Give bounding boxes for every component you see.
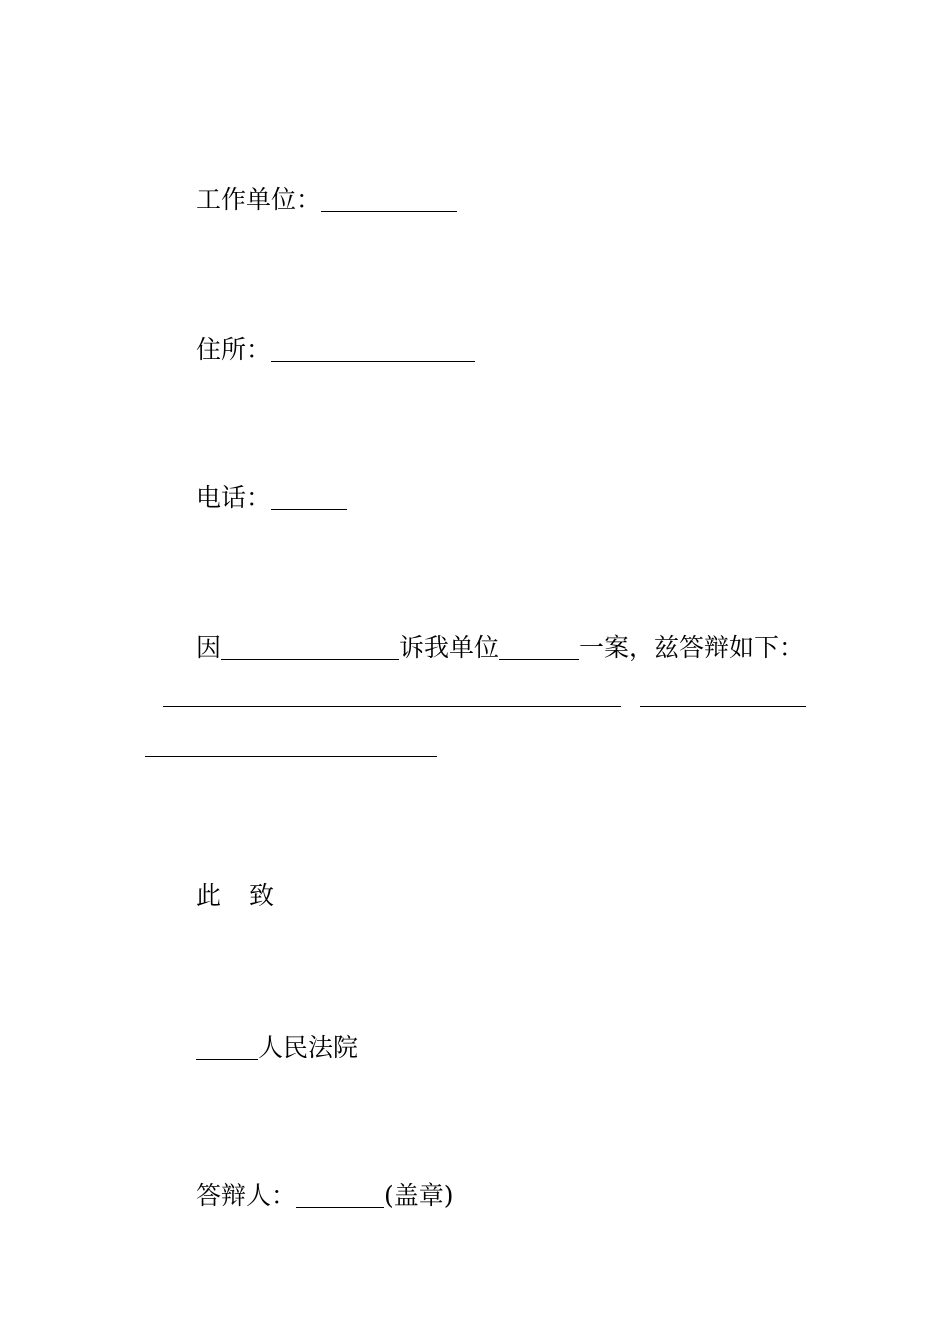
court-suffix: 人民法院 xyxy=(258,1033,359,1062)
respondent-label: 答辩人： xyxy=(196,1181,297,1210)
answer-line-1b[interactable] xyxy=(640,706,806,707)
phone-label: 电话： xyxy=(196,483,272,512)
case-middle: 诉我单位 xyxy=(399,633,500,662)
case-prefix: 因 xyxy=(196,633,222,662)
seal-note: (盖章) xyxy=(384,1181,454,1210)
answer-line-1a[interactable] xyxy=(163,706,621,707)
phone-line xyxy=(196,482,347,514)
court-name-field[interactable] xyxy=(196,1033,258,1060)
residence-line xyxy=(196,334,475,366)
salutation xyxy=(196,880,274,912)
case-suffix: 一案，兹答辩如下： xyxy=(579,633,805,662)
residence-field[interactable] xyxy=(271,335,475,362)
answer-line-2[interactable] xyxy=(145,756,437,757)
residence-label: 住所： xyxy=(196,335,272,364)
work-unit-line xyxy=(196,184,457,216)
court-line xyxy=(196,1032,358,1064)
work-unit-label: 工作单位： xyxy=(196,185,322,214)
work-unit-field[interactable] xyxy=(321,185,457,212)
case-cause-field[interactable] xyxy=(499,633,579,660)
salutation-first: 此 xyxy=(196,881,222,910)
respondent-line xyxy=(196,1180,454,1212)
case-line xyxy=(196,632,804,664)
phone-field[interactable] xyxy=(271,483,347,510)
plaintiff-field[interactable] xyxy=(221,633,399,660)
respondent-field[interactable] xyxy=(296,1181,384,1208)
salutation-second: 致 xyxy=(249,881,275,910)
